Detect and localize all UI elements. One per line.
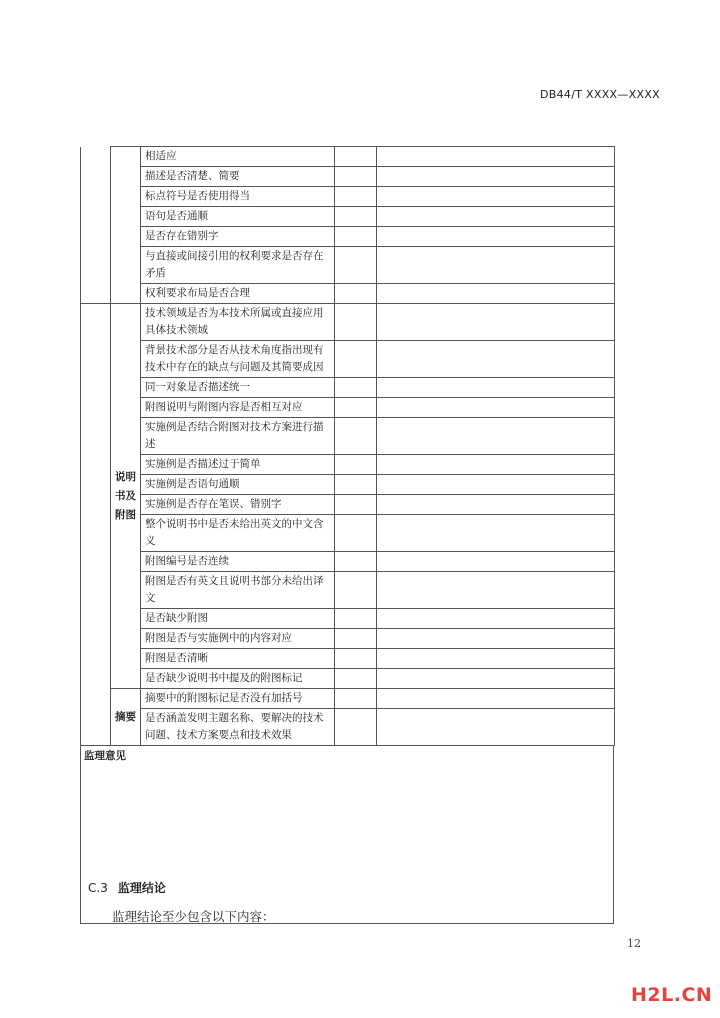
table-row (81, 398, 615, 418)
check-item: 附图说明与附图内容是否相互对应 (141, 398, 335, 418)
remark-cell (377, 649, 615, 669)
check-item: 是否涵盖发明主题名称、要解决的技术问题、技术方案要点和技术效果 (141, 709, 335, 746)
body-paragraph: 监理结论至少包含以下内容： (112, 909, 275, 924)
remark-cell (377, 398, 615, 418)
remark-cell (377, 552, 615, 572)
section-label-spec: 说明 书及 附图 (111, 304, 141, 689)
check-item: 附图是否有英文且说明书部分未给出译文 (141, 572, 335, 609)
check-item: 实施例是否描述过于简单 (141, 455, 335, 475)
remark-cell (377, 455, 615, 475)
check-result-cell (335, 227, 377, 247)
section-label-abstract: 摘要 (111, 689, 141, 746)
check-result-cell (335, 495, 377, 515)
table-row (81, 167, 615, 187)
check-result-cell (335, 689, 377, 709)
remark-cell (377, 669, 615, 689)
check-item: 标点符号是否使用得当 (141, 187, 335, 207)
check-item: 实施例是否结合附图对技术方案进行描述 (141, 418, 335, 455)
check-item: 背景技术部分是否从技术角度指出现有技术中存在的缺点与问题及其简要成因 (141, 341, 335, 378)
check-result-cell (335, 418, 377, 455)
table-row (81, 552, 615, 572)
check-result-cell (335, 455, 377, 475)
remark-cell (377, 247, 615, 284)
check-result-cell (335, 207, 377, 227)
watermark-logo: H2L.CN (631, 984, 713, 1006)
check-item: 与直接或间接引用的权利要求是否存在矛盾 (141, 247, 335, 284)
table-row (81, 475, 615, 495)
remark-cell (377, 495, 615, 515)
table-row (81, 609, 615, 629)
check-item: 整个说明书中是否未给出英文的中文含义 (141, 515, 335, 552)
remark-cell (377, 609, 615, 629)
check-item: 附图是否清晰 (141, 649, 335, 669)
supervision-opinion-box (80, 746, 614, 924)
check-result-cell (335, 187, 377, 207)
check-result-cell (335, 572, 377, 609)
check-item: 实施例是否语句通顺 (141, 475, 335, 495)
page-number: 12 (627, 937, 641, 950)
section-cell-empty (111, 147, 141, 304)
remark-cell (377, 709, 615, 746)
table-row (81, 284, 615, 304)
check-result-cell (335, 304, 377, 341)
section-cell-empty (81, 147, 111, 304)
check-result-cell (335, 609, 377, 629)
table-row (81, 495, 615, 515)
check-item: 附图编号是否连续 (141, 552, 335, 572)
supervision-opinion-label: 监理意见 (84, 750, 126, 762)
check-result-cell (335, 649, 377, 669)
check-item: 是否缺少说明书中提及的附图标记 (141, 669, 335, 689)
remark-cell (377, 167, 615, 187)
section-cell-empty (81, 304, 111, 746)
check-result-cell (335, 398, 377, 418)
remark-cell (377, 629, 615, 649)
check-result-cell (335, 669, 377, 689)
check-result-cell (335, 341, 377, 378)
table-row (81, 207, 615, 227)
table-row (81, 418, 615, 455)
table-row (81, 227, 615, 247)
remark-cell (377, 418, 615, 455)
section-title: 监理结论 (117, 881, 166, 895)
check-result-cell (335, 515, 377, 552)
section-number: C.3 (88, 881, 108, 895)
check-result-cell (335, 629, 377, 649)
table-row (81, 629, 615, 649)
table-row (81, 341, 615, 378)
check-item: 同一对象是否描述统一 (141, 378, 335, 398)
remark-cell (377, 515, 615, 552)
check-item: 权利要求布局是否合理 (141, 284, 335, 304)
table-row (81, 304, 615, 341)
check-item: 描述是否清楚、简要 (141, 167, 335, 187)
table-row (81, 187, 615, 207)
check-item: 摘要中的附图标记是否没有加括号 (141, 689, 335, 709)
check-item: 是否缺少附图 (141, 609, 335, 629)
remark-cell (377, 304, 615, 341)
table-row (81, 147, 615, 167)
remark-cell (377, 475, 615, 495)
check-result-cell (335, 167, 377, 187)
remark-cell (377, 689, 615, 709)
check-result-cell (335, 247, 377, 284)
table-row (81, 515, 615, 552)
table-row (81, 669, 615, 689)
check-result-cell (335, 378, 377, 398)
check-item: 附图是否与实施例中的内容对应 (141, 629, 335, 649)
check-result-cell (335, 147, 377, 167)
table-row (81, 572, 615, 609)
check-item: 技术领域是否为本技术所属或直接应用具体技术领域 (141, 304, 335, 341)
remark-cell (377, 227, 615, 247)
check-result-cell (335, 284, 377, 304)
remark-cell (377, 207, 615, 227)
check-result-cell (335, 552, 377, 572)
table-row (81, 709, 615, 746)
document-code: DB44/T XXXX—XXXX (540, 88, 661, 101)
remark-cell (377, 341, 615, 378)
check-result-cell (335, 709, 377, 746)
remark-cell (377, 284, 615, 304)
check-item: 是否存在错别字 (141, 227, 335, 247)
remark-cell (377, 147, 615, 167)
check-item: 相适应 (141, 147, 335, 167)
check-item: 实施例是否存在笔误、错别字 (141, 495, 335, 515)
review-checklist-table (80, 146, 614, 924)
remark-cell (377, 378, 615, 398)
check-result-cell (335, 475, 377, 495)
section-heading (88, 879, 166, 896)
table-row (81, 455, 615, 475)
remark-cell (377, 572, 615, 609)
table-row (81, 378, 615, 398)
check-item: 语句是否通顺 (141, 207, 335, 227)
table-row (81, 689, 615, 709)
table-row (81, 649, 615, 669)
remark-cell (377, 187, 615, 207)
table-row (81, 247, 615, 284)
